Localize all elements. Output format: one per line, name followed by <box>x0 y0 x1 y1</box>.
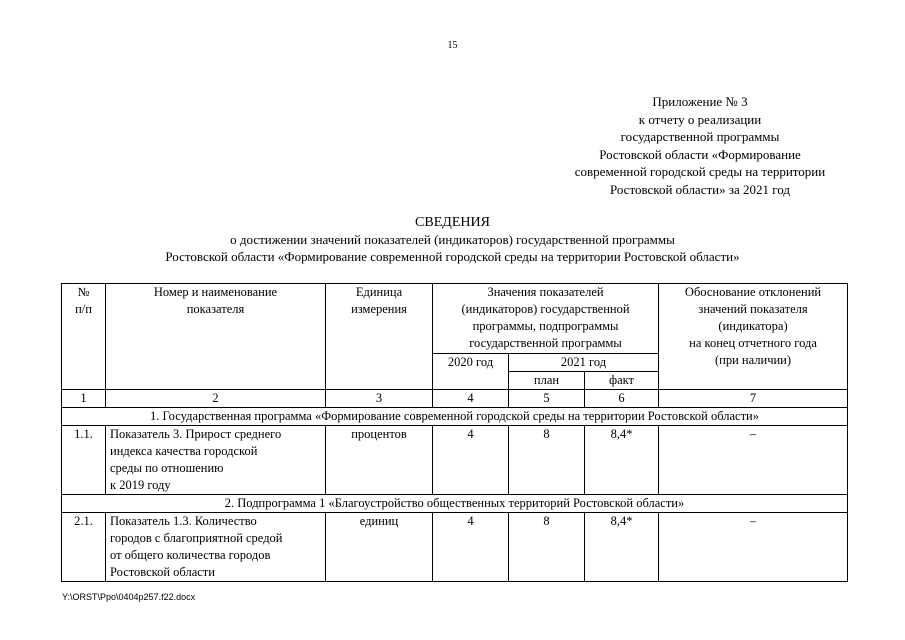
row-unit: единиц <box>326 513 433 582</box>
row-unit: процентов <box>326 426 433 495</box>
header-year-prev: 2020 год <box>433 354 509 390</box>
section-program: 1. Государственная программа «Формирование современной городской среды на территории Ростовской области» <box>62 408 848 426</box>
column-number: 3 <box>326 390 433 408</box>
section-subprogram: 2. Подпрограмма 1 «Благоустройство общественных территорий Ростовской области» <box>62 495 848 513</box>
row-indicator-name: Показатель 3. Прирост среднего индекса качества городской среды по отношению к 2019 году <box>106 426 326 495</box>
document-title: СВЕДЕНИЯ <box>415 215 490 230</box>
row-value-2020: 4 <box>433 426 509 495</box>
column-number: 5 <box>509 390 585 408</box>
row-indicator-name: Показатель 1.3. Количество городов с благоприятной средой от общего количества городов Ростовской области <box>106 513 326 582</box>
row-value-plan: 8 <box>509 513 585 582</box>
column-numbers-row <box>62 390 848 408</box>
header-plan: план <box>509 372 585 390</box>
document-subtitle-line: Ростовской области «Формирование современной городской среды на территории Ростовской области» <box>165 249 740 264</box>
table-row <box>62 426 848 495</box>
column-number: 1 <box>62 390 106 408</box>
document-subtitle-line: о достижении значений показателей (индикаторов) государственной программы <box>230 232 675 247</box>
appendix-line: Приложение № 3 <box>652 94 748 109</box>
row-value-fact: 8,4* <box>585 513 659 582</box>
appendix-note <box>540 93 860 198</box>
appendix-line: Ростовской области» за 2021 год <box>609 181 791 197</box>
row-num: 2.1. <box>62 513 106 582</box>
column-number: 7 <box>659 390 848 408</box>
header-values: Значения показателей (индикаторов) государственной программы, подпрограммы государственной программы <box>433 284 659 354</box>
header-name: Номер и наименование показателя <box>106 284 326 390</box>
table-row <box>62 513 848 582</box>
row-reason: – <box>659 426 848 495</box>
file-path-footer: Y:\ORST\Ppo\0404p257.f22.docx <box>62 592 196 602</box>
document-heading <box>0 214 905 265</box>
page-number: 15 <box>447 40 458 51</box>
row-value-fact: 8,4* <box>585 426 659 495</box>
row-reason: – <box>659 513 848 582</box>
indicators-table <box>61 283 848 582</box>
appendix-line: государственной программы <box>620 129 780 144</box>
column-number: 2 <box>106 390 326 408</box>
header-year-cur: 2021 год <box>509 354 659 372</box>
row-value-plan: 8 <box>509 426 585 495</box>
column-number: 4 <box>433 390 509 408</box>
header-reason: Обоснование отклонений значений показателя (индикатора) на конец отчетного года (при наличии) <box>659 284 848 390</box>
appendix-line: современной городской среды на территории <box>574 164 826 179</box>
row-num: 1.1. <box>62 426 106 495</box>
header-unit: Единица измерения <box>326 284 433 390</box>
header-num: № п/п <box>62 284 106 390</box>
header-fact: факт <box>585 372 659 390</box>
column-number: 6 <box>585 390 659 408</box>
row-value-2020: 4 <box>433 513 509 582</box>
appendix-line: к отчету о реализации <box>638 111 762 127</box>
appendix-line: Ростовской области «Формирование <box>599 146 801 162</box>
